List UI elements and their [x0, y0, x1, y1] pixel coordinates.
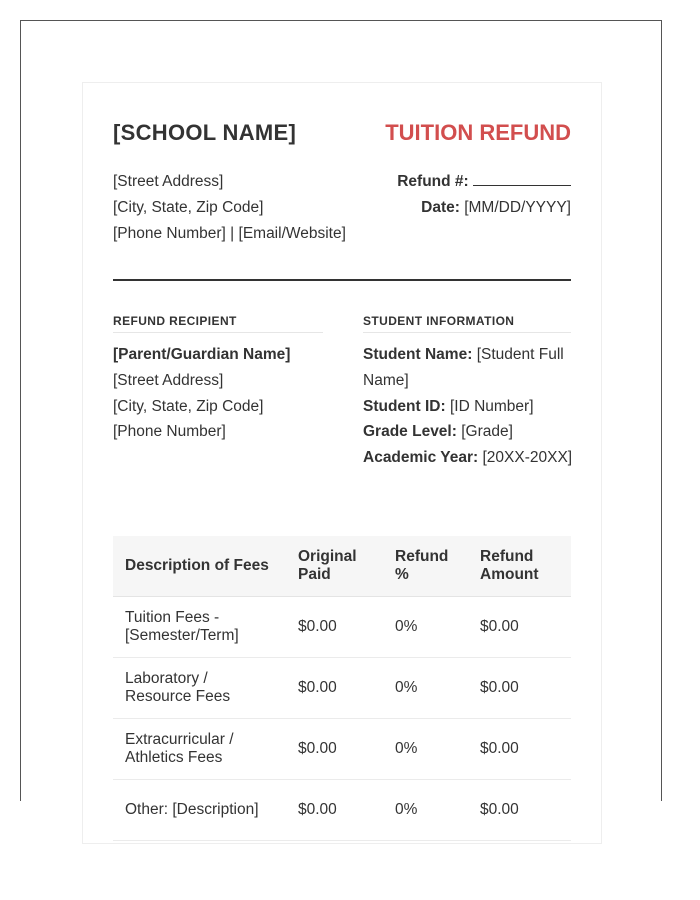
- fee-refund-percent: 0%: [383, 719, 468, 780]
- fee-original-paid: $0.00: [286, 780, 383, 841]
- refund-number-blank[interactable]: [473, 171, 571, 186]
- table-row: [113, 597, 571, 658]
- fee-refund-percent: 0%: [383, 780, 468, 841]
- school-address-block: [113, 169, 346, 247]
- grade-level-value: [Grade]: [461, 423, 513, 441]
- header-divider: [113, 279, 571, 281]
- fee-refund-amount: $0.00: [468, 597, 571, 658]
- col-refund-percent: Refund %: [383, 536, 468, 597]
- refund-number-row: [397, 169, 571, 195]
- fee-original-paid: $0.00: [286, 658, 383, 719]
- academic-year-row: [363, 445, 575, 471]
- recipient-street: [Street Address]: [113, 371, 224, 389]
- table-row: [113, 658, 571, 719]
- table-row: [113, 719, 571, 780]
- fee-description: Laboratory / Resource Fees: [113, 658, 286, 719]
- document-viewport: [20, 20, 662, 818]
- col-description: Description of Fees: [113, 536, 286, 597]
- student-id-row: [363, 394, 575, 420]
- recipient-name: [Parent/Guardian Name]: [113, 346, 291, 363]
- school-name: [SCHOOL NAME]: [113, 120, 297, 145]
- student-name-label: Student Name:: [363, 346, 473, 363]
- fees-table-header: [113, 536, 571, 597]
- school-city: [City, State, Zip Code]: [113, 199, 264, 216]
- refund-meta: [397, 169, 571, 221]
- student-name-value: [Student Full Name]: [363, 346, 564, 389]
- fee-refund-amount: $0.00: [468, 780, 571, 841]
- fee-refund-amount: $0.00: [468, 658, 571, 719]
- recipient-details: [113, 342, 343, 445]
- student-details: [363, 342, 575, 471]
- fee-refund-percent: 0%: [383, 658, 468, 719]
- date-label: Date:: [421, 199, 460, 216]
- academic-year-value: [20XX-20XX]: [482, 449, 573, 467]
- document-title: TUITION REFUND: [385, 120, 571, 145]
- student-id-value: [ID Number]: [449, 397, 534, 415]
- fee-description: Other: [Description]: [113, 780, 286, 841]
- date-row: [397, 195, 571, 221]
- school-street: [Street Address]: [113, 173, 224, 190]
- school-contact: [Phone Number] | [Email/Website]: [113, 225, 346, 242]
- col-refund-amount: Refund Amount: [468, 536, 571, 597]
- table-row: [113, 780, 571, 841]
- student-id-label: Student ID:: [363, 397, 446, 415]
- grade-level-label: Grade Level:: [363, 423, 457, 441]
- refund-document: [82, 82, 602, 844]
- recipient-phone: [Phone Number]: [113, 423, 226, 441]
- fee-original-paid: $0.00: [286, 597, 383, 658]
- fee-refund-amount: $0.00: [468, 719, 571, 780]
- fee-refund-percent: 0%: [383, 597, 468, 658]
- student-name-row: [363, 342, 575, 394]
- recipient-city: [City, State, Zip Code]: [113, 397, 264, 415]
- academic-year-label: Academic Year:: [363, 449, 479, 467]
- recipient-heading: REFUND RECIPIENT: [113, 314, 323, 333]
- refund-number-label: Refund #:: [397, 173, 469, 190]
- fees-table: [113, 536, 571, 841]
- fee-original-paid: $0.00: [286, 719, 383, 780]
- fee-description: Extracurricular / Athletics Fees: [113, 719, 286, 780]
- col-original-paid: Original Paid: [286, 536, 383, 597]
- date-value: [MM/DD/YYYY]: [464, 199, 571, 216]
- student-heading: STUDENT INFORMATION: [363, 314, 571, 333]
- grade-level-row: [363, 419, 575, 445]
- fee-description: Tuition Fees - [Semester/Term]: [113, 597, 286, 658]
